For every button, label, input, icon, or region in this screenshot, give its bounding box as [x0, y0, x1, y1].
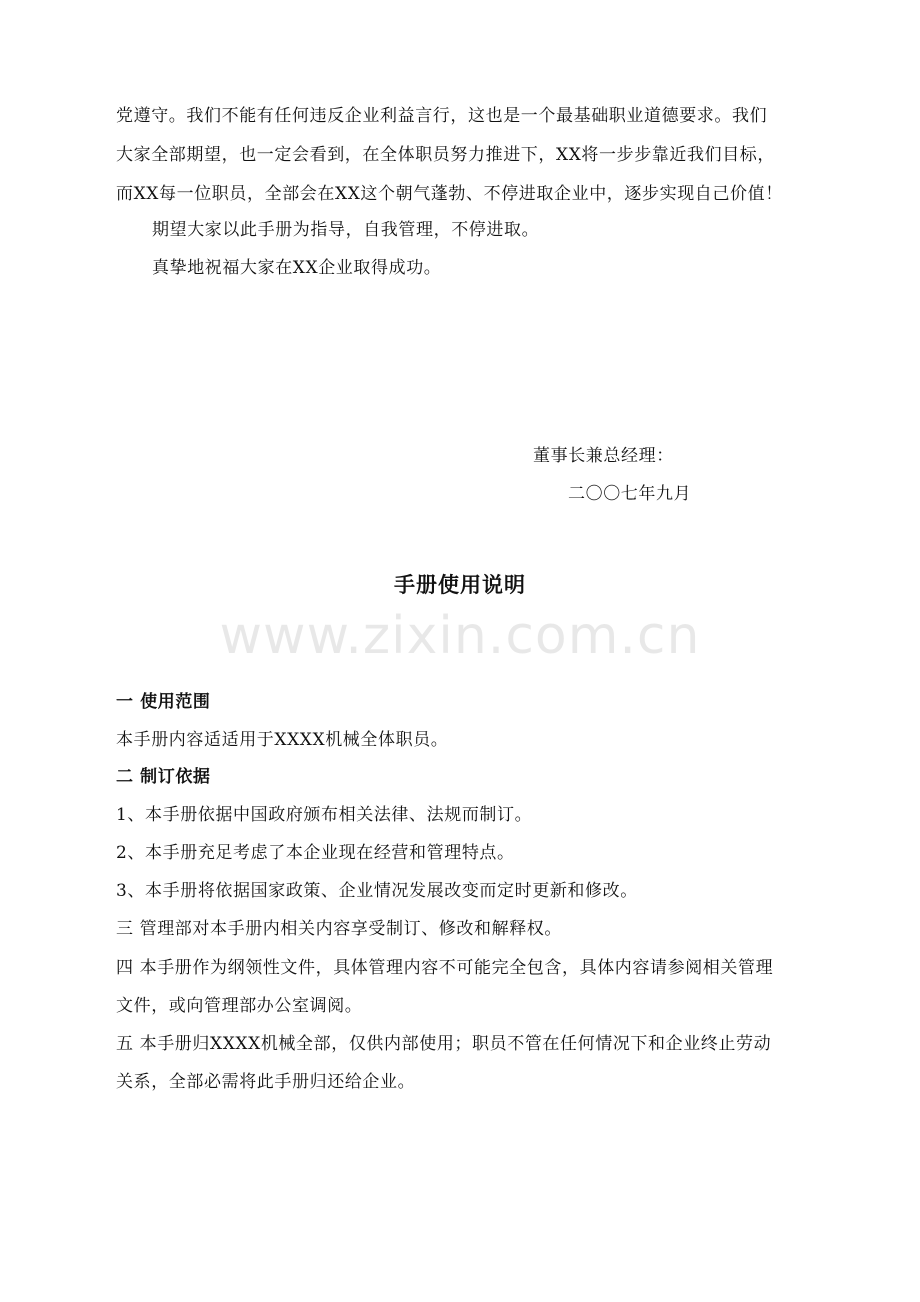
preface-paragraph-3: 真挚地祝福大家在XX企业取得成功。: [152, 258, 442, 278]
watermark: www.zixin.com.cn: [219, 606, 701, 666]
signature-date: 二〇〇七年九月: [568, 484, 692, 504]
manual-title: 手册使用说明: [394, 573, 526, 597]
preface-line-1: 党遵守。我们不能有任何违反企业利益言行，这也是一个最基础职业道德要求。我们: [116, 106, 768, 126]
section-2-item-3: 3、本手册将依据国家政策、企业情况发展改变而定时更新和修改。: [116, 881, 638, 901]
section-4-line-2: 文件，或向管理部办公室调阅。: [116, 996, 363, 1016]
preface-paragraph-2: 期望大家以此手册为指导，自我管理，不停进取。: [152, 220, 540, 240]
signature-role: 董事长兼总经理：: [533, 446, 674, 466]
preface-line-2: 大家全部期望，也一定会看到，在全体职员努力推进下，XX将一步步靠近我们目标，: [116, 145, 776, 165]
section-5-line-2: 关系，全部必需将此手册归还给企业。: [116, 1072, 416, 1092]
section-5-line-1: 五 本手册归XXXX机械全部，仅供内部使用；职员不管在任何情况下和企业终止劳动: [116, 1034, 772, 1054]
section-1-heading: 一 使用范围: [116, 692, 211, 712]
section-4-line-1: 四 本手册作为纲领性文件，具体管理内容不可能完全包含，具体内容请参阅相关管理: [116, 958, 774, 978]
preface-line-3: 而XX每一位职员，全部会在XX这个朝气蓬勃、不停进取企业中，逐步实现自己价值！: [116, 184, 783, 204]
section-2-heading: 二 制订依据: [116, 767, 211, 787]
section-1-text: 本手册内容适适用于XXXX机械全体职员。: [116, 730, 449, 750]
section-2-item-2: 2、本手册充足考虑了本企业现在经营和管理特点。: [116, 843, 515, 863]
section-2-item-1: 1、本手册依据中国政府颁布相关法律、法规而制订。: [116, 805, 533, 825]
section-3-text: 三 管理部对本手册内相关内容享受制订、修改和解释权。: [116, 919, 563, 939]
